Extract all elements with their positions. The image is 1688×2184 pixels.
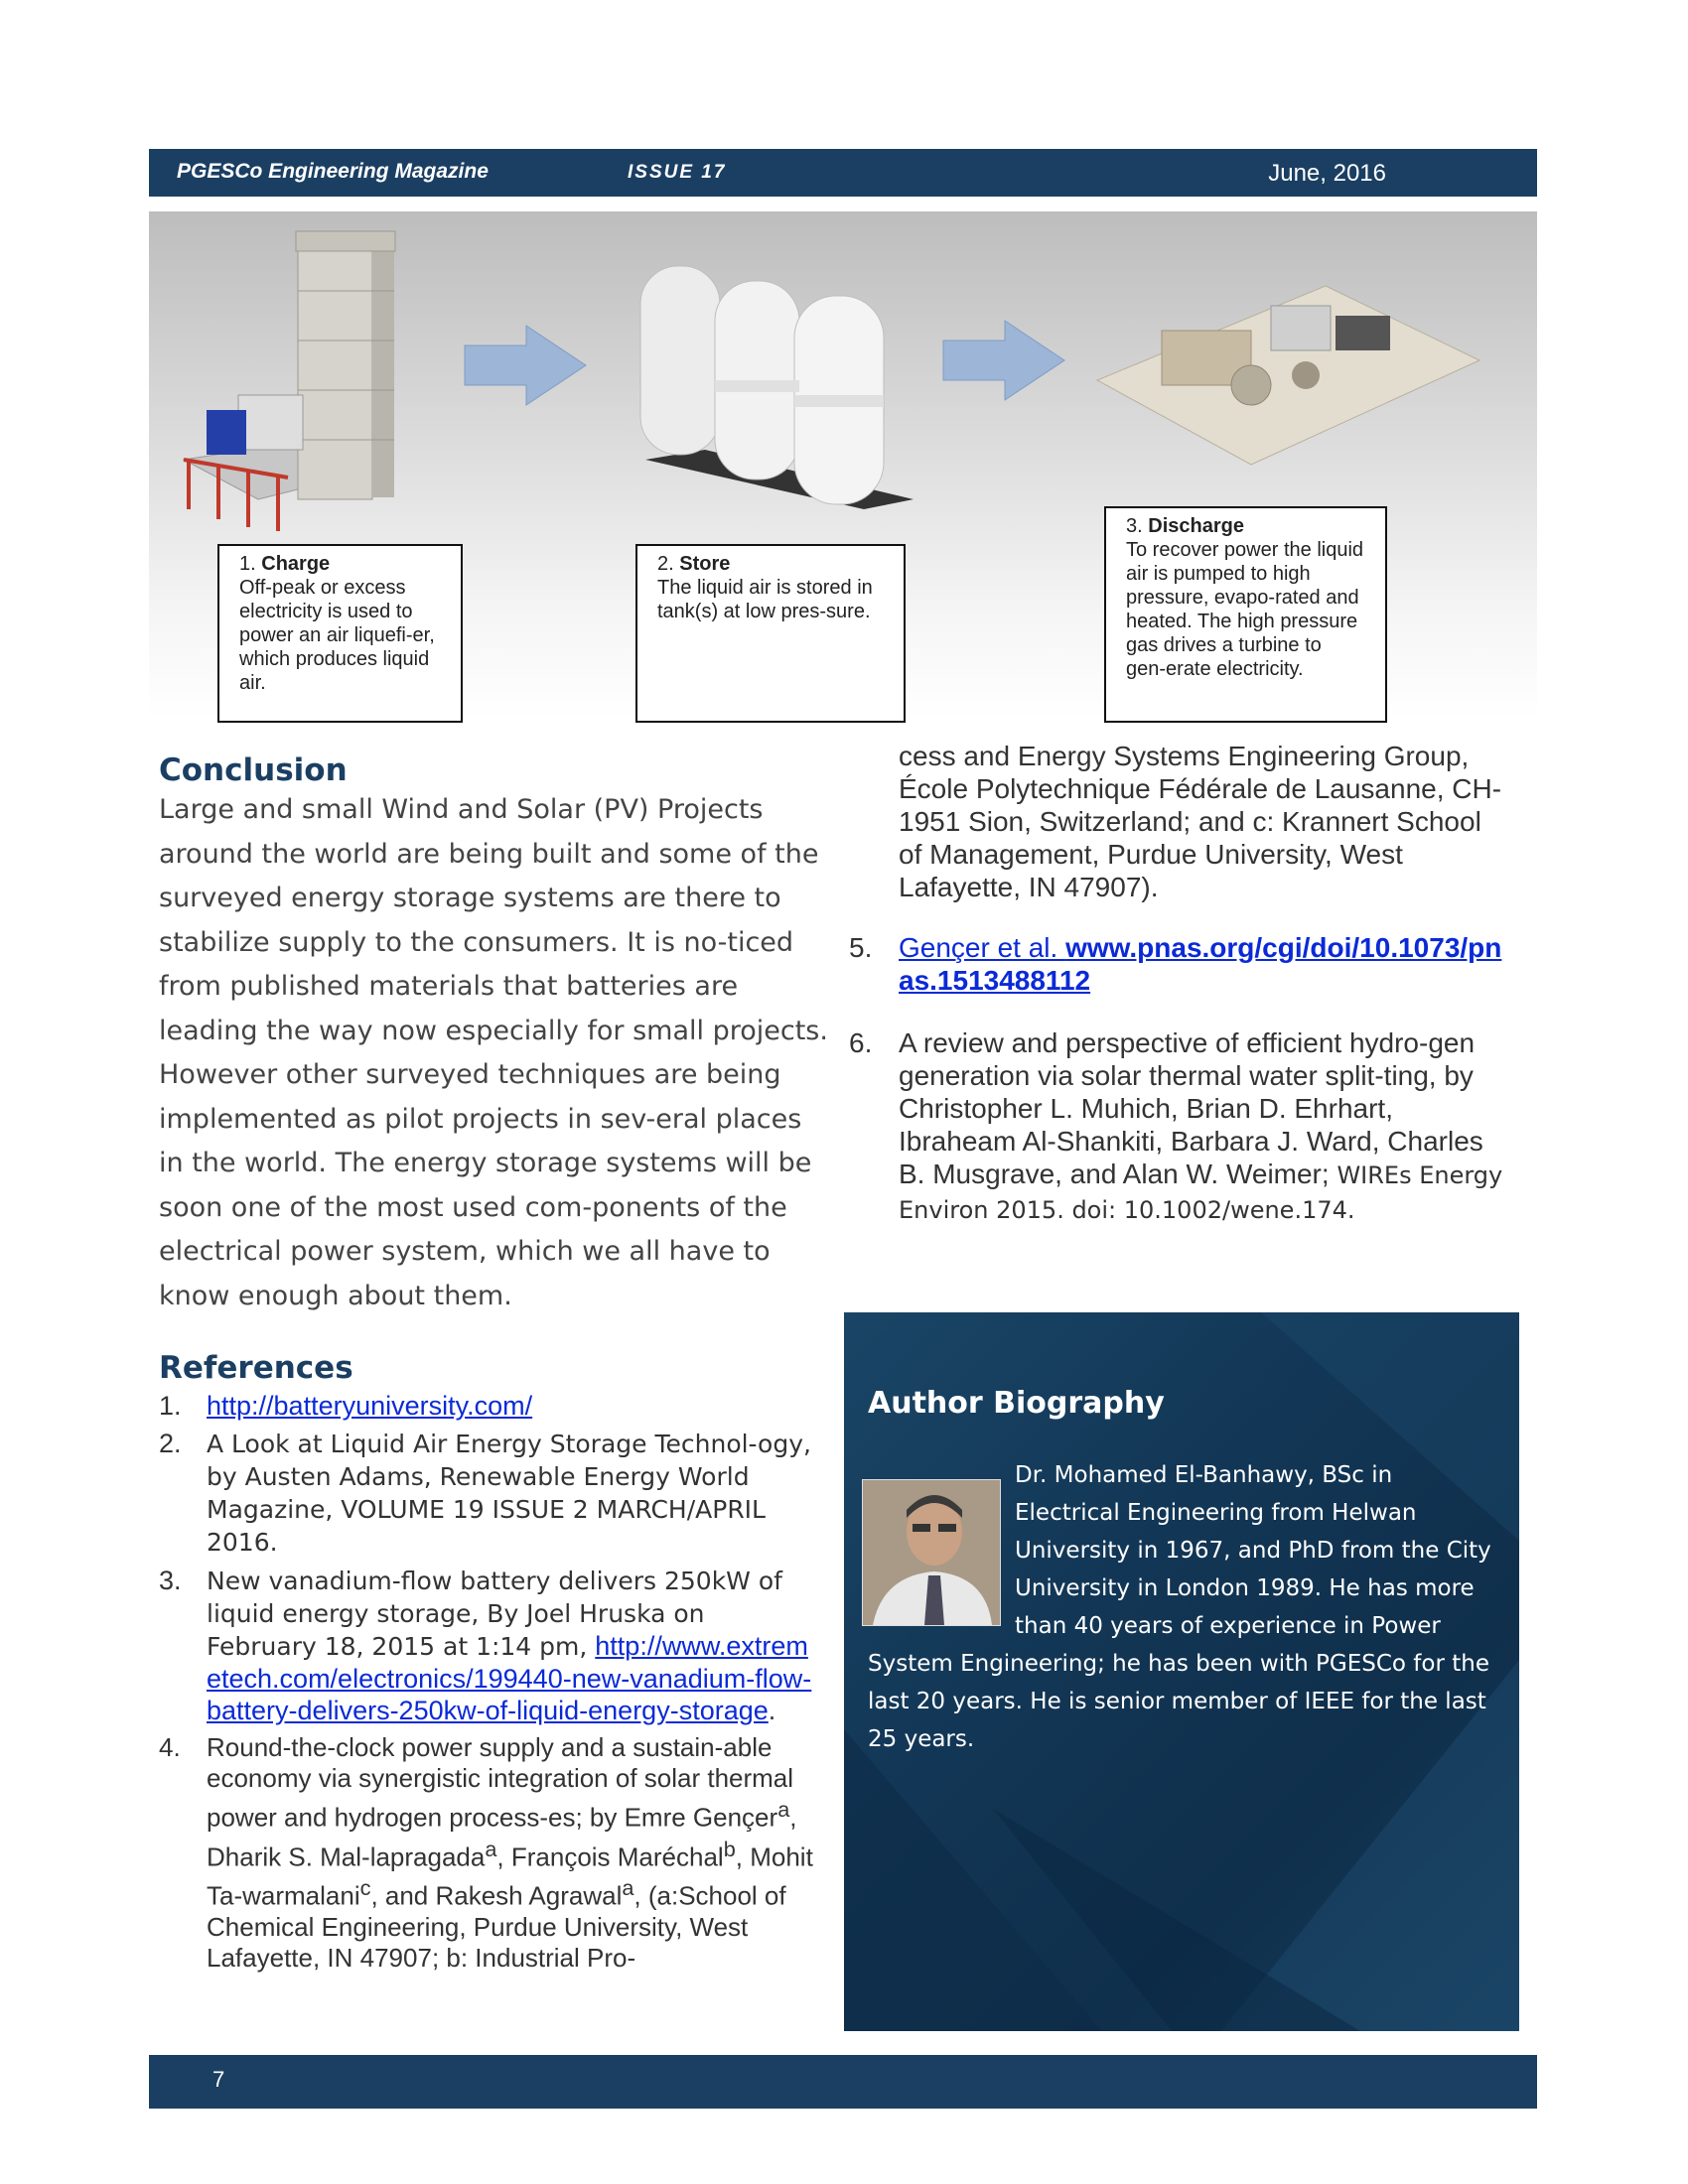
affiliation-sup: a <box>777 1797 790 1822</box>
conclusion-body: Large and small Wind and Solar (PV) Projects around the world are being built and some of the surveyed energy storage systems are there to stabilize supply to the consumers. It is no-ticed from published materials that batteries are leading the way now especially for small projects. However other surveyed techniques are being implemented as pilot projects in sev-eral places in the world. The energy storage systems will be soon one of the most used com-ponents of the electrical power system, which we all have to know enough about them. <box>159 794 828 1311</box>
conclusion-heading: Conclusion <box>159 752 348 788</box>
references-section <box>159 1350 814 1979</box>
photo-spacer <box>868 1456 1015 1635</box>
magazine-title: PGESCo Engineering Magazine <box>177 160 489 183</box>
reference-text: , François Maréchal <box>496 1842 724 1872</box>
liquid-air-storage-figure <box>149 211 1537 720</box>
reference-text: , Dharik S. Mal-lapragada <box>207 1802 797 1872</box>
storage-tanks-illustration <box>640 266 914 509</box>
references-continued <box>849 740 1504 1227</box>
page-footer <box>149 2055 1537 2109</box>
reference-continuation: cess and Energy Systems Engineering Group, École Polytechnique Fédérale de Lausanne, CH-1951 Sion, Switzerland; and c: Krannert School of Management, Purdue University, West Lafayette, IN 47907). <box>899 741 1502 902</box>
affiliation-sup: a <box>622 1875 634 1901</box>
author-biography-panel <box>844 1312 1519 2031</box>
step-charge-box <box>217 544 463 723</box>
step-number: 1. <box>239 553 256 575</box>
power-plant-illustration <box>1097 286 1479 465</box>
step-title: Charge <box>261 553 331 575</box>
reference-punct: . <box>768 1696 776 1725</box>
references-list <box>159 1390 814 1974</box>
step-number: 2. <box>657 553 674 575</box>
reference-item <box>159 1390 814 1422</box>
reference-number: 1. <box>159 1391 182 1421</box>
step-text: Off-peak or excess electricity is used to power an air liquefi-er, which produces liquid air. <box>239 577 435 694</box>
reference-link[interactable]: http://batteryuniversity.com/ <box>207 1391 533 1421</box>
arrow-right-icon <box>943 321 1064 400</box>
liquefier-illustration <box>184 231 395 531</box>
step-store-box <box>635 544 906 723</box>
arrow-right-icon <box>465 326 586 405</box>
page-number: 7 <box>212 2067 225 2092</box>
reference-text: A Look at Liquid Air Energy Storage Technol-ogy, by Austen Adams, Renewable Energy World Magazine, VOLUME 19 ISSUE 2 MARCH/APRIL 2016. <box>207 1430 811 1557</box>
reference-item <box>849 931 1504 997</box>
reference-text: New vanadium-flow battery delivers 250kW of liquid energy storage, By Joel Hruska on February 18, 2015 at 1:14 pm, <box>207 1567 782 1661</box>
reference-text: Round-the-clock power supply and a sustain-able economy via synergistic integration of solar thermal power and hydrogen process-es; by Emre Gençer <box>207 1732 794 1833</box>
bio-text: Dr. Mohamed El-Banhawy, BSc in Electrical Engineering from Helwan University in 1967, and PhD from the City University in London 1989. He has more than 40 years of experience in Power System Engineering; he has been with PGESCo for the last 20 years. He is senior member of IEEE for the last 25 years. <box>868 1462 1491 1752</box>
affiliation-sup: c <box>359 1875 371 1901</box>
reference-number: 5. <box>849 932 873 963</box>
step-text: The liquid air is stored in tank(s) at low pres-sure. <box>657 577 873 622</box>
reference-link[interactable]: www.pnas.org/cgi/doi/10.1073/pnas.1513488112 <box>899 932 1502 996</box>
reference-text: , Mohit Ta-warmalani <box>207 1842 813 1911</box>
step-text: To recover power the liquid air is pumped to high pressure, evapo-rated and heated. The high pressure gas drives a turbine to gen-erate electricity. <box>1126 539 1364 680</box>
references-heading: References <box>159 1350 353 1386</box>
reference-text: , (a:School of Chemical Engineering, Purdue University, West Lafayette, IN 47907; b: Industrial Pro- <box>207 1880 786 1973</box>
reference-link[interactable]: http://www.extremetech.com/electronics/199440-new-vanadium-flow-battery-delivers-250kw-of-liquid-energy-storage <box>207 1631 812 1725</box>
reference-text: , and Rakesh Agrawal <box>370 1880 623 1911</box>
step-discharge-box <box>1104 506 1387 723</box>
reference-number: 2. <box>159 1429 182 1458</box>
reference-doi: WIREs Energy Environ 2015. doi: 10.1002/wene.174. <box>899 1161 1503 1224</box>
reference-number: 3. <box>159 1566 182 1595</box>
reference-item <box>159 1428 814 1559</box>
reference-item <box>159 1732 814 1974</box>
affiliation-sup: b <box>723 1836 736 1861</box>
reference-number: 6. <box>849 1027 873 1058</box>
reference-item <box>159 1565 814 1726</box>
bio-text-container <box>868 1456 1503 1758</box>
reference-link-prefix[interactable]: Gençer et al. <box>899 932 1066 963</box>
issue-number: ISSUE 17 <box>628 162 727 183</box>
step-title: Store <box>679 553 731 575</box>
step-title: Discharge <box>1148 515 1244 537</box>
affiliation-sup: a <box>485 1836 497 1861</box>
bio-heading: Author Biography <box>868 1386 1165 1421</box>
issue-date: June, 2016 <box>1268 160 1386 187</box>
step-number: 3. <box>1126 515 1143 537</box>
conclusion-section <box>159 752 834 1318</box>
reference-number: 4. <box>159 1732 181 1762</box>
reference-text: A review and perspective of efficient hydro-gen generation via solar thermal water split-ting, by Christopher L. Muhich, Brian D. Ehrhart, Ibraheam Al-Shankiti, Barbara J. Ward, Charles B. Musgrave, and Alan W. Weimer; <box>899 1027 1483 1189</box>
page-header <box>149 149 1537 197</box>
reference-item <box>849 1026 1504 1227</box>
